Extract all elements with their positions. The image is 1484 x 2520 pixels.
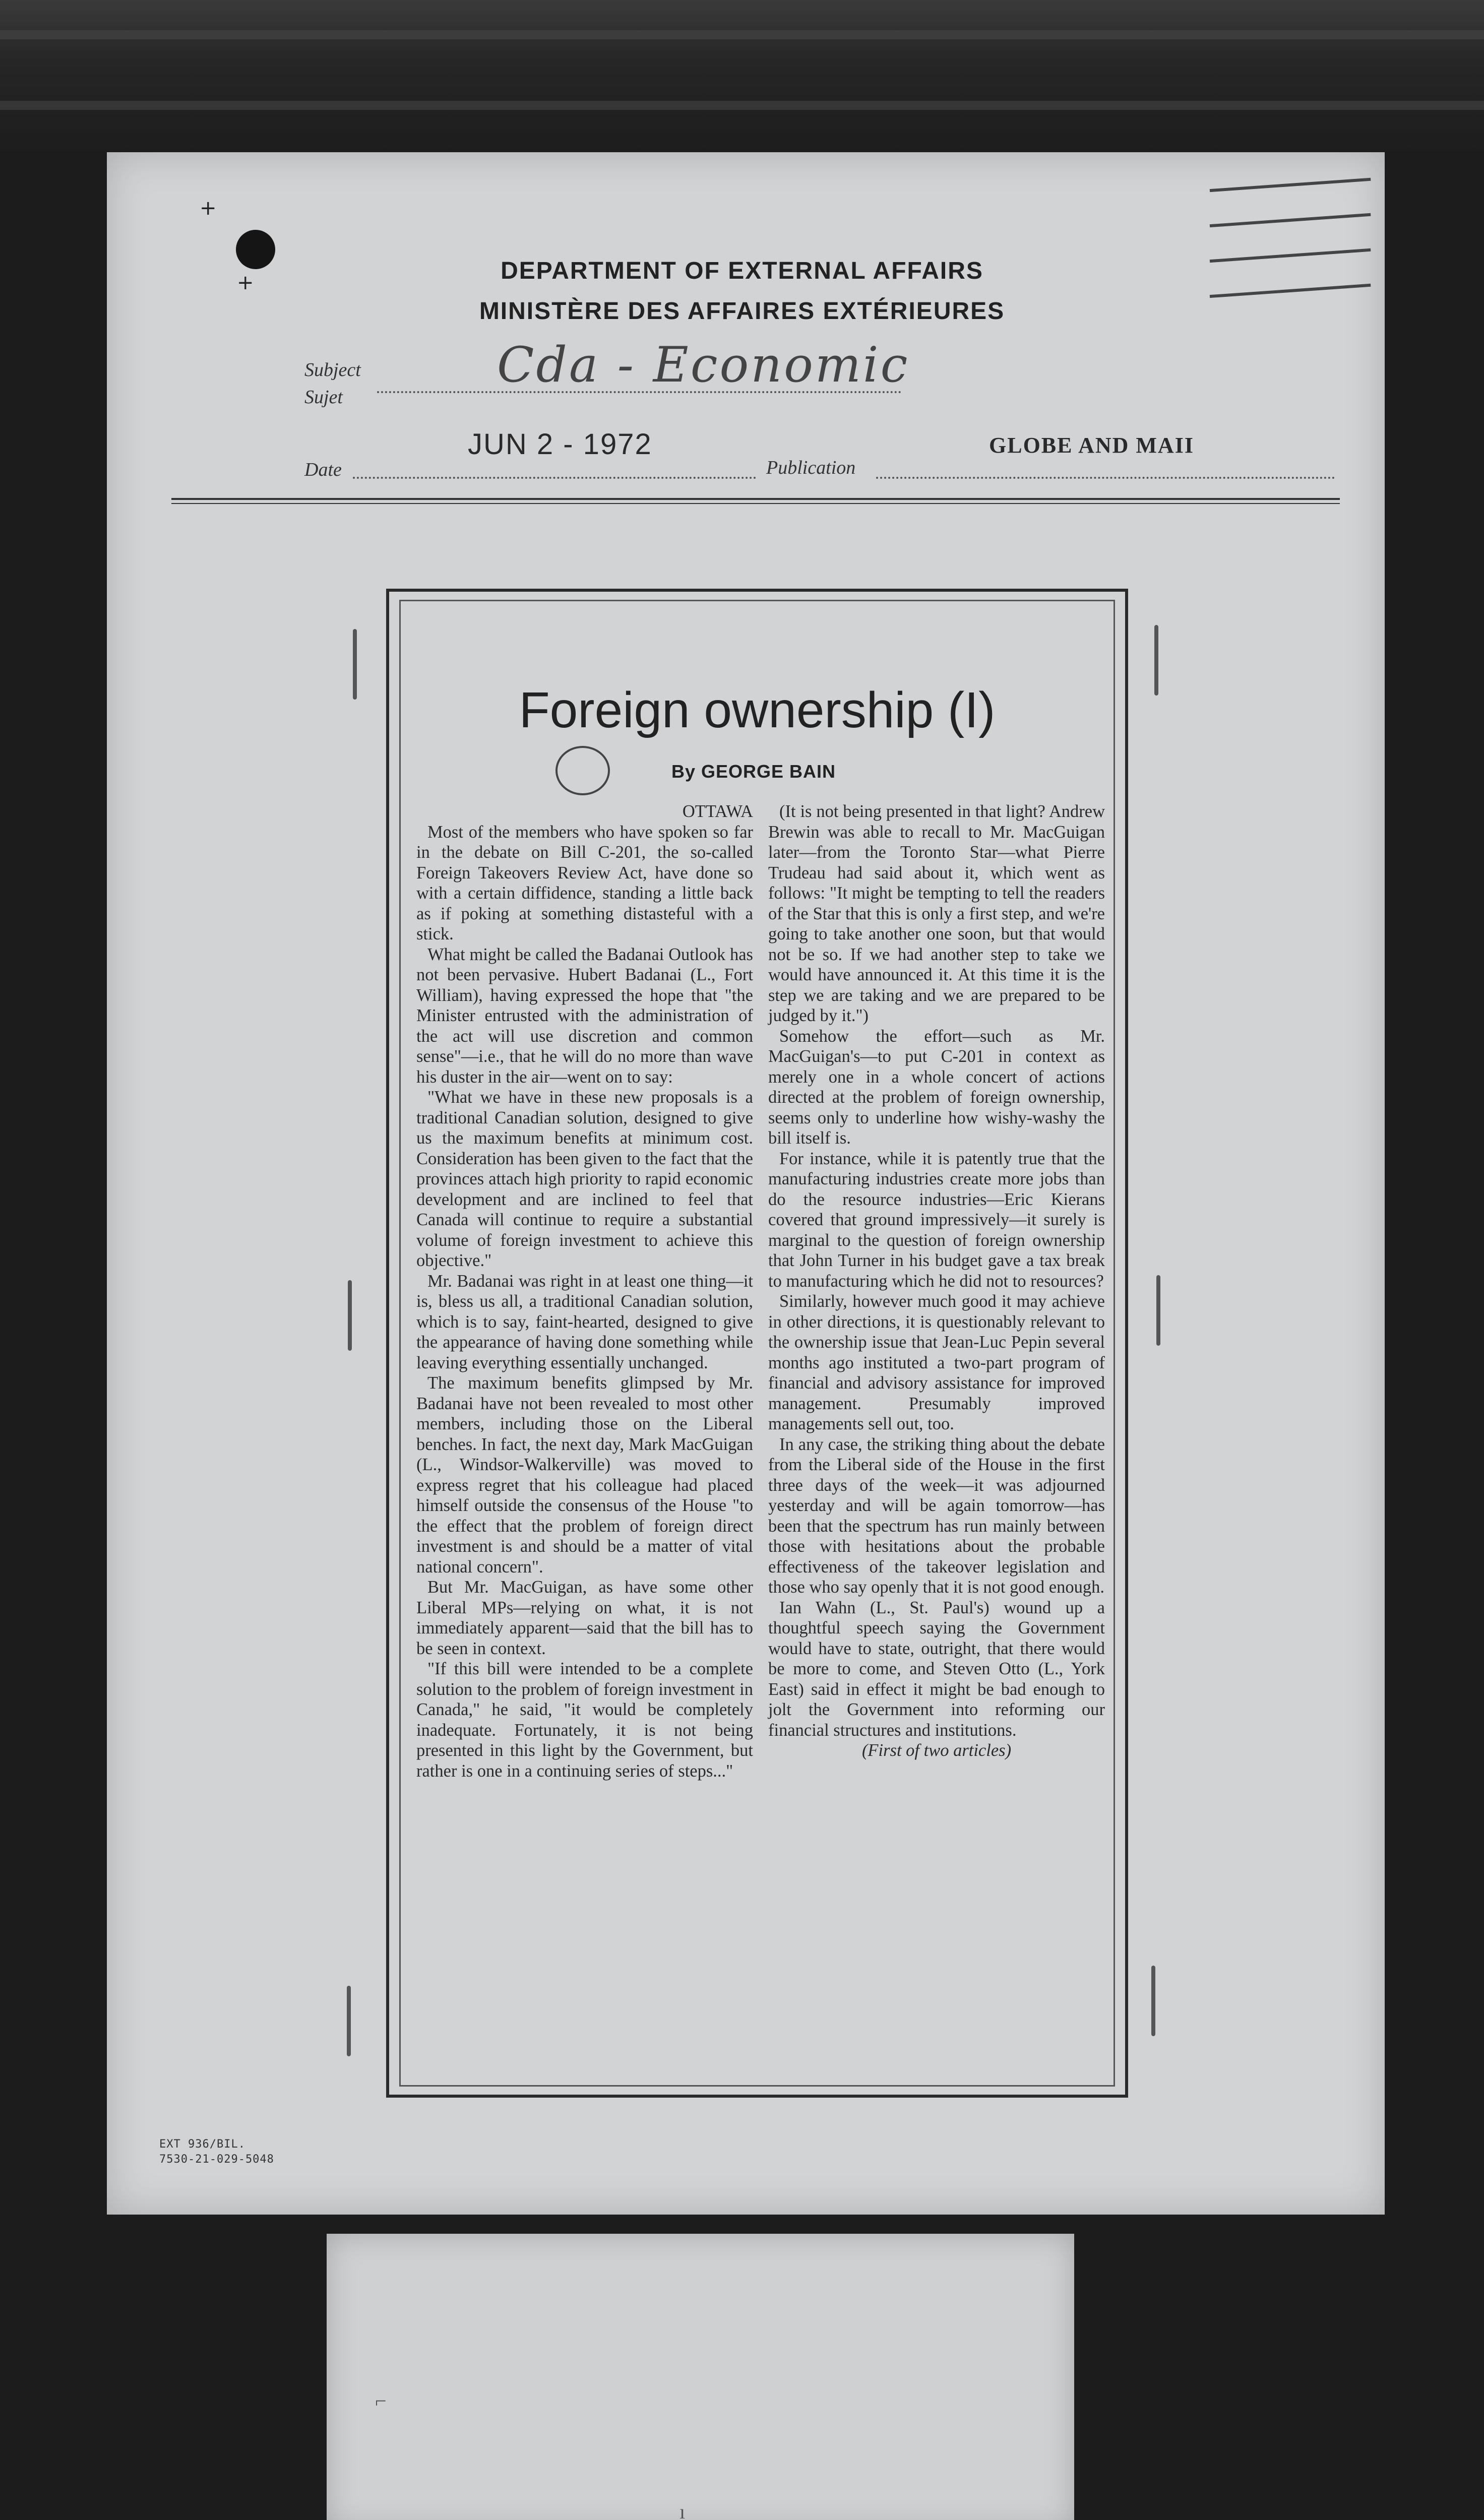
article-footnote: (First of two articles) xyxy=(861,1741,1012,1760)
staple-mark xyxy=(1151,1966,1155,2036)
film-top-edge xyxy=(0,0,1484,151)
slip-handwritten-mark: ⌐ xyxy=(375,2389,387,2412)
article-paragraph: Ian Wahn (L., St. Paul's) wound up a thoughtful speech saying the Government would have to state, outright, that there would be more to come, and Steven Otto (L., York East) said in effect it might be bad enough to jolt the Government into reforming our financial structures and institutions. xyxy=(768,1598,1105,1740)
film-band xyxy=(0,101,1484,110)
article-paragraph: "If this bill were intended to be a complete solution to the problem of foreign investment in Canada," he said, "it would be completely inadequate. Fortunately, it is not being presented in this light by the Government, but rather is one in a continuing series of steps..." xyxy=(416,1659,753,1781)
slip-handwritten-mark: ı xyxy=(679,2500,686,2520)
article-column-right xyxy=(768,801,1105,1761)
subject-label: Subject xyxy=(304,359,361,381)
staple-mark xyxy=(1156,1275,1160,1346)
form-code-line: 7530-21-029-5048 xyxy=(159,2153,274,2166)
department-title-en: DEPARTMENT OF EXTERNAL AFFAIRS xyxy=(501,258,983,284)
article-paragraph: Similarly, however much good it may achieve in other directions, it is questionably relevant to the ownership issue that Jean-Luc Pepin several months ago instituted a two-part program of financial and advisory assistance for improved management. Presumably improved managements sell out, too. xyxy=(768,1292,1105,1433)
staple-mark xyxy=(347,1986,351,2056)
blank-slip xyxy=(327,2234,1074,2520)
staple-mark xyxy=(353,629,357,700)
film-band xyxy=(0,30,1484,39)
staple-mark xyxy=(1154,625,1158,696)
article-column-left xyxy=(416,801,753,1781)
date-stamp: JUN 2 - 1972 xyxy=(468,428,652,461)
article-paragraph: The maximum benefits glimpsed by Mr. Badanai have not been revealed to most other members, including those on the Liberal benches. In fact, the next day, Mark MacGuigan (L., Windsor-Walkerville) was moved to express regret that his colleague had placed himself outside the consensus of the House "to the effect that the problem of foreign direct investment is and should be a matter of vital national concern". xyxy=(416,1373,753,1577)
article-headline: Foreign ownership (I) xyxy=(519,682,996,738)
department-title-fr: MINISTÈRE DES AFFAIRES EXTÉRIEURES xyxy=(479,298,1005,325)
article-byline: By GEORGE BAIN xyxy=(671,761,836,782)
registration-cross-icon: + xyxy=(237,271,254,294)
article-paragraph: Most of the members who have spoken so far in the debate on Bill C-201, the so-called Foreign Takeovers Review Act, have done so with a certain diffidence, standing a little back as if poking at something distasteful with a stick. xyxy=(416,822,753,943)
header-rule xyxy=(171,498,1340,500)
newspaper-clipping xyxy=(386,589,1128,2098)
article-paragraph: Somehow the effort—such as Mr. MacGuigan's—to put C-201 in context as merely one in a whole concert of actions directed at the problem of foreign ownership, seems only to underline how wishy-washy the bill itself is. xyxy=(768,1026,1105,1148)
publication-label: Publication xyxy=(766,457,856,478)
form-code-line: EXT 936/BIL. xyxy=(159,2138,245,2151)
publication-dotted-line xyxy=(876,477,1335,479)
date-dotted-line xyxy=(353,477,756,479)
subject-label-fr: Sujet xyxy=(304,387,343,408)
article-paragraph: What might be called the Badanai Outlook has not been pervasive. Hubert Badanai (L., Fort William), having expressed the hope that "the Minister entrusted with the administration of the act will use discretion and common sense"—i.e., that he will do no more than wave his duster in the air—went on to say: xyxy=(416,944,753,1087)
registration-cross-icon: + xyxy=(200,197,217,220)
staple-mark xyxy=(348,1280,352,1351)
subject-handwritten-value: Cda - Economic xyxy=(497,337,910,393)
article-paragraph: "What we have in these new proposals is a traditional Canadian solution, designed to give us the maximum benefits at minimum cost. Consideration has been given to the fact that the provinces attach high priority to rapid economic development and are inclined to feel that Canada will continue to require a substantial volume of foreign investment to achieve this objective." xyxy=(416,1088,753,1270)
article-paragraph: (It is not being presented in that light? Andrew Brewin was able to recall to Mr. MacGuigan later—from the Toronto Star—what Pierre Trudeau had said about it, which went as follows: "It might be tempting to tell the readers of the Star that this is only a first step, and we're going to take another one soon, but that would not be so. If we had another step to take we would have announced it. At this time it is the step we are taking and we are prepared to be judged by it.") xyxy=(768,802,1105,1025)
publication-value: GLOBE AND MAII xyxy=(989,433,1194,458)
article-paragraph: Mr. Badanai was right in at least one thing—it is, bless us all, a traditional Canadian solution, which is to say, faint-hearted, designed to give the appearance of having done something while leaving everything essentially unchanged. xyxy=(416,1271,753,1372)
article-paragraph: For instance, while it is patently true that the manufacturing industries create more jobs than do the resource industries—Eric Kierans covered that ground impressively—it surely is marginal to the question of foreign ownership that John Turner in his budget gave a tax break to manufacturing which he did not to resources? xyxy=(768,1149,1105,1291)
article-dateline: OTTAWA xyxy=(682,802,753,821)
handwritten-initial-mark xyxy=(555,746,610,795)
article-paragraph: But Mr. MacGuigan, as have some other Liberal MPs—relying on what, it is not immediately apparent—said that the bill has to be seen in context. xyxy=(416,1578,753,1658)
form-code xyxy=(159,2137,274,2167)
header-rule xyxy=(171,503,1340,504)
article-paragraph: In any case, the striking thing about the debate from the Liberal side of the House in the first three days of the week—it was adjourned yesterday and will be again tomorrow—has been that the spectrum has run mainly between those with hesitations about the probable effectiveness of the takeover legislation and those who say openly that it is not good enough. xyxy=(768,1434,1105,1597)
date-label: Date xyxy=(304,459,342,480)
